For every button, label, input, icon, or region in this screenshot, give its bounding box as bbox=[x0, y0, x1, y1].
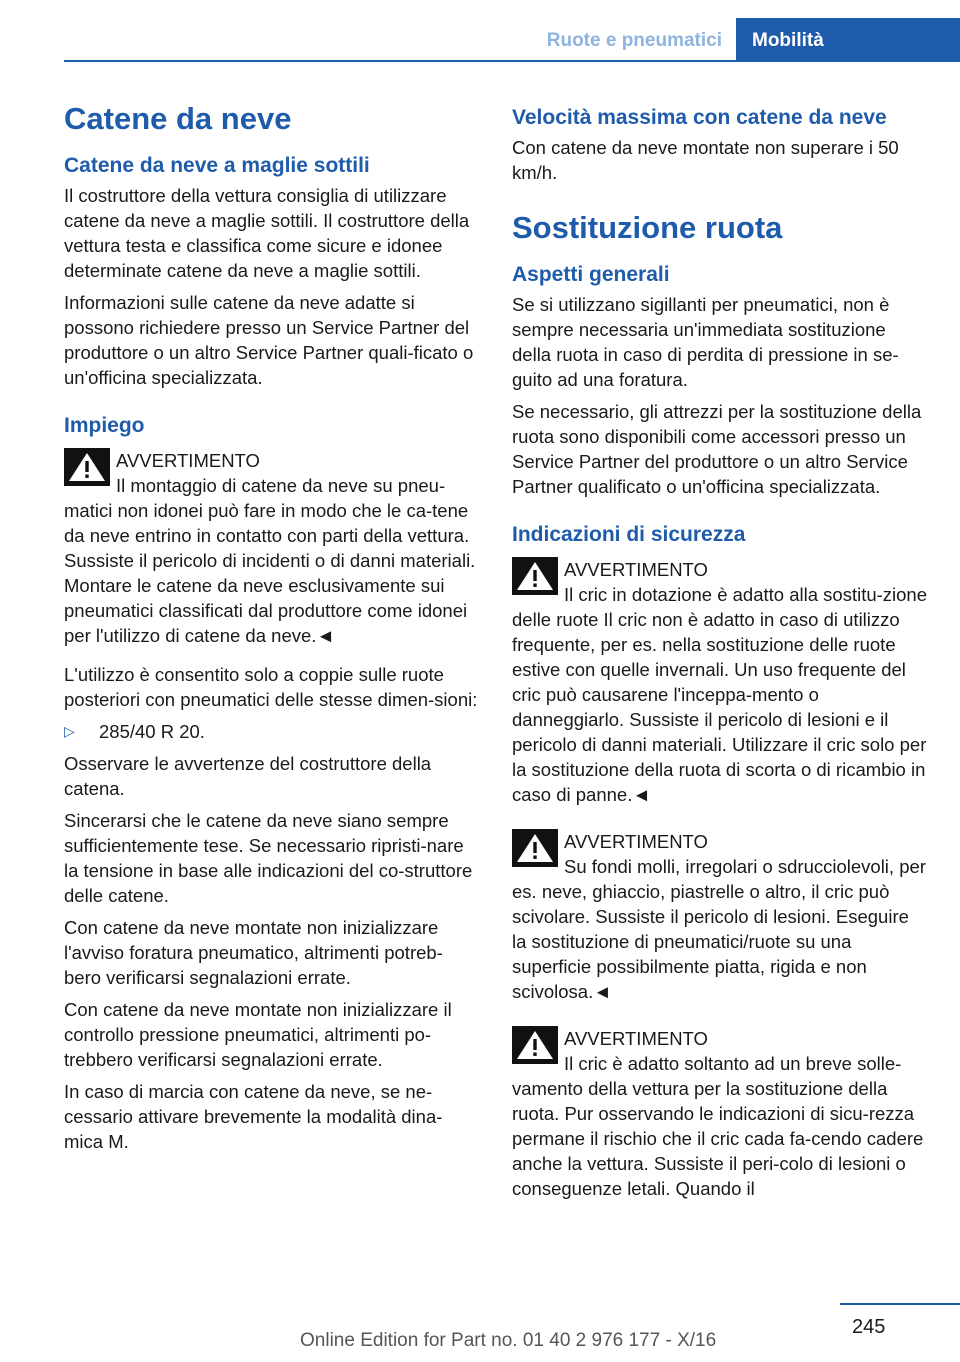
warning-triangle-icon bbox=[512, 1026, 558, 1064]
paragraph: L'utilizzo è consentito solo a coppie sulle ruote posteriori con pneumatici delle stesse dimen-sioni: bbox=[64, 664, 478, 710]
warning-block bbox=[512, 829, 927, 1004]
heading-fine-link-chains: Catene da neve a maglie sottili bbox=[64, 154, 370, 177]
paragraph: Osservare le avvertenze del costruttore della catena. bbox=[64, 753, 432, 799]
warning-text: Il cric in dotazione è adatto alla sostitu-zione delle ruote Il cric non è adatto in caso di utilizzo frequente, per es. nella sostituzione delle ruote estive con quelle invernali. Un uso frequente del cric può causarene l'inceppa-mento o danneggiarlo. Sussiste il pericolo di lesioni e il pericolo di danni materiali. Utilizzare il cric solo per la sostituzione della ruota di scorta o di ricambio in caso di panne.◄ bbox=[512, 584, 928, 805]
paragraph: Se necessario, gli attrezzi per la sostituzione della ruota sono disponibili come accessori presso un Service Partner del produttore o un altro Service Partner qualificato o un'officina specializzata. bbox=[512, 401, 922, 497]
heading-safety: Indicazioni di sicurezza bbox=[512, 523, 746, 546]
heading-use: Impiego bbox=[64, 414, 145, 437]
triangle-bullet-icon: ▷ bbox=[64, 723, 75, 739]
section-tab-mobility: Mobilità bbox=[736, 18, 960, 62]
warning-text: Il cric è adatto soltanto ad un breve solle-vamento della vettura per la sostituzione della ruota. Pur osservando le indicazioni di sicu-rezza permane il rischio che il cric cada fa-cendo cadere anche la vettura. Sussiste il peri-colo di lesioni o conseguenze letali. Quando il bbox=[512, 1053, 924, 1199]
paragraph: Con catene da neve montate non inizializzare l'avviso foratura pneumatico, altrimenti potreb-bero verificarsi segnalazioni errate. bbox=[64, 917, 443, 988]
warning-block bbox=[512, 557, 927, 807]
left-column bbox=[64, 98, 479, 1161]
warning-triangle-icon bbox=[512, 829, 558, 867]
warning-text: Su fondi molli, irregolari o sdrucciolevoli, per es. neve, ghiaccio, piastrelle o altro, il cric può scivolare. Sussiste il pericolo di lesioni. Eseguire la sostituzione di pneumatici/ruote su una superficie possibilmente piatta, rigida e non scivolosa.◄ bbox=[512, 856, 926, 1002]
warning-text: Il montaggio di catene da neve su pneu-matici non idonei può fare in modo che le ca-tene da neve entrino in contatto con parti della vettura. Sussiste il pericolo di incidenti o di danni materiali. Montare le catene da neve esclusivamente sui pneumatici classificati dal produttore come idonei per l'utilizzo di catene da neve.◄ bbox=[64, 475, 476, 646]
paragraph: Con catene da neve montate non inizializzare il controllo pressione pneumatici, altrimenti po-trebbero verificarsi segnalazioni errate. bbox=[64, 999, 452, 1070]
page-number: 245 bbox=[852, 1316, 886, 1338]
list-item-text: 285/40 R 20. bbox=[99, 721, 205, 742]
paragraph: Sincerarsi che le catene da neve siano sempre sufficientemente tese. Se necessario ripristi-nare la tensione in base alle indicazioni del co-struttore delle catene. bbox=[64, 810, 473, 906]
section-tab-wheels-tyres: Ruote e pneumatici bbox=[546, 30, 722, 51]
warning-block bbox=[64, 448, 479, 648]
header-rule bbox=[64, 60, 960, 62]
warning-title: AVVERTIMENTO bbox=[564, 831, 708, 852]
footer-rule bbox=[840, 1303, 960, 1305]
warning-title: AVVERTIMENTO bbox=[564, 559, 708, 580]
paragraph: Il costruttore della vettura consiglia di utilizzare catene da neve a maglie sottili. Il costruttore della vettura testa e classifica come sicure e idonee determinate catene da neve a maglie sottili. bbox=[64, 185, 470, 281]
paragraph: Se si utilizzano sigillanti per pneumatici, non è sempre necessaria un'immediata sostituzione della ruota in caso di perdita di pressione in se-guito ad una foratura. bbox=[512, 294, 899, 390]
paragraph: Con catene da neve montate non superare i 50 km/h. bbox=[512, 137, 899, 183]
paragraph: In caso di marcia con catene da neve, se ne-cessario attivare brevemente la modalità dina-mica M. bbox=[64, 1081, 443, 1152]
list-item bbox=[64, 719, 479, 744]
edition-footer: Online Edition for Part no. 01 40 2 976 177 - X/16 bbox=[300, 1330, 717, 1351]
right-column bbox=[512, 104, 927, 1208]
warning-triangle-icon bbox=[64, 448, 110, 486]
heading-general: Aspetti generali bbox=[512, 263, 670, 286]
heading-snow-chains: Catene da neve bbox=[64, 101, 292, 136]
warning-triangle-icon bbox=[512, 557, 558, 595]
warning-title: AVVERTIMENTO bbox=[564, 1028, 708, 1049]
heading-max-speed: Velocità massima con catene da neve bbox=[512, 106, 887, 129]
heading-wheel-change: Sostituzione ruota bbox=[512, 210, 783, 245]
page-header bbox=[0, 0, 960, 62]
warning-block bbox=[512, 1026, 927, 1201]
paragraph: Informazioni sulle catene da neve adatte si possono richiedere presso un Service Partner del produttore o un altro Service Partner quali-ficato o un'officina specializzata. bbox=[64, 292, 474, 388]
warning-title: AVVERTIMENTO bbox=[116, 450, 260, 471]
